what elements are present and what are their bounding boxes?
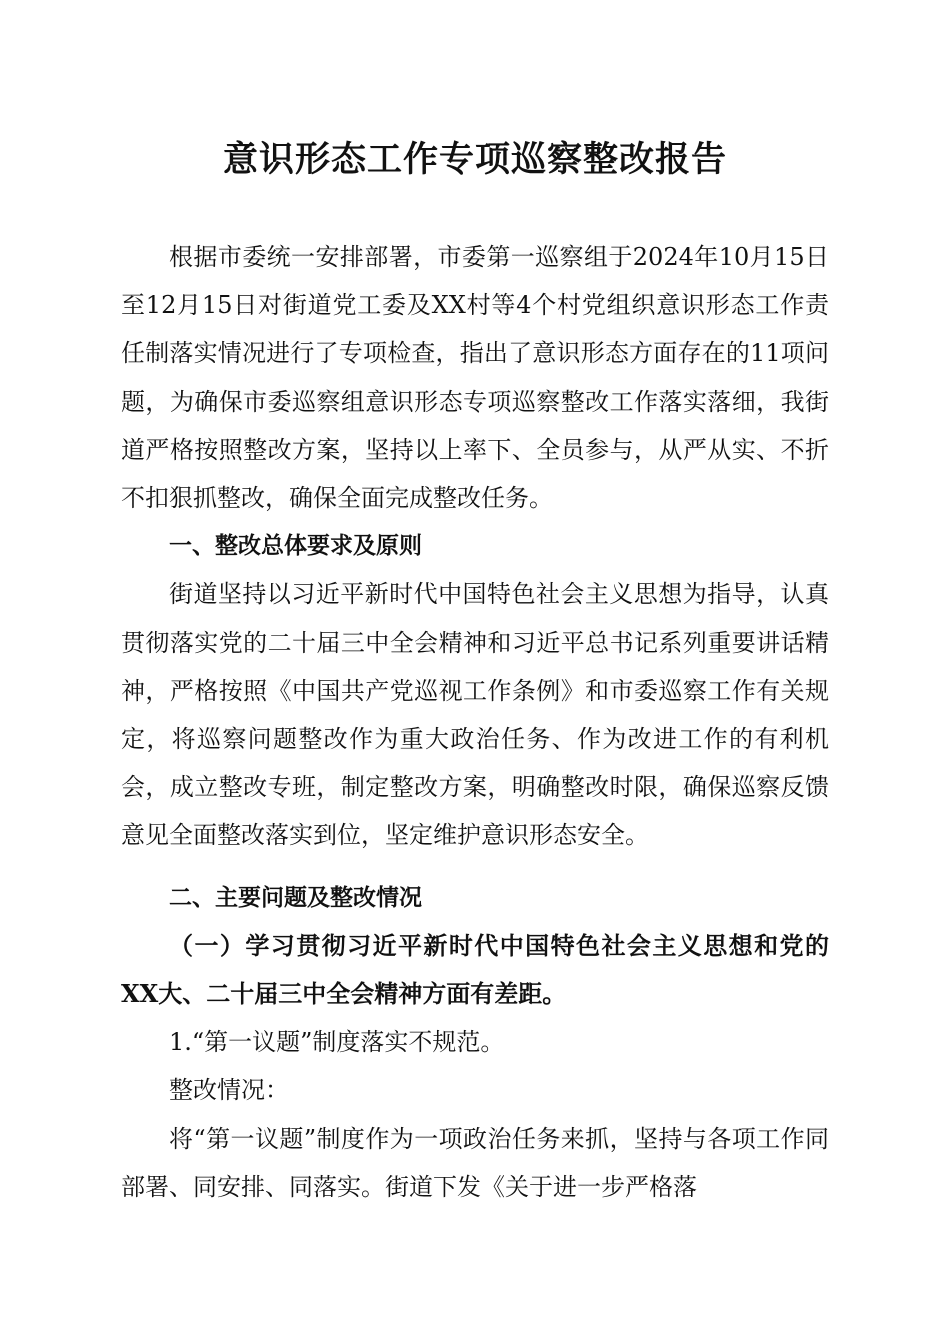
principles-paragraph: 街道坚持以习近平新时代中国特色社会主义思想为指导，认真贯彻落实党的二十届三中全会精神和习近平总书记系列重要讲话精神，严格按照《中国共产党巡视工作条例》和市委巡察工作有关规定，将巡察问题整改作为重大政治任务、作为改进工作的有利机会，成立整改专班，制定整改方案，明确整改时限，确保巡察反馈意见全面整改落实到位，坚定维护意识形态安全。 — [121, 580, 829, 850]
document-body — [121, 233, 829, 1211]
section-heading-1: 一、整改总体要求及原则 — [169, 533, 422, 560]
intro-paragraph: 根据市委统一安排部署，市委第一巡察组于2024年10月15日至12月15日对街道党工委及XX村等4个村党组织意识形态工作责任制落实情况进行了专项检查，指出了意识形态方面存在的11项问题，为确保市委巡察组意识形态专项巡察整改工作落实落细，我街道严格按照整改方案，坚持以上率下、全员参与，从严从实、不折不扣狠抓整改，确保全面完成整改任务。 — [121, 243, 829, 513]
document-title: 意识形态工作专项巡察整改报告 — [222, 139, 727, 180]
rectification-label: 整改情况： — [169, 1076, 289, 1105]
subsection-heading-1: （一）学习贯彻习近平新时代中国特色社会主义思想和党的XX大、二十届三中全会精神方面有差距。 — [121, 930, 829, 1009]
section-heading-2: 二、主要问题及整改情况 — [169, 884, 422, 911]
issue-item-1: 1.“第一议题”制度落实不规范。 — [169, 1028, 505, 1057]
rectification-paragraph: 将“第一议题”制度作为一项政治任务来抓，坚持与各项工作同部署、同安排、同落实。街道下发《关于进一步严格落 — [121, 1124, 829, 1201]
